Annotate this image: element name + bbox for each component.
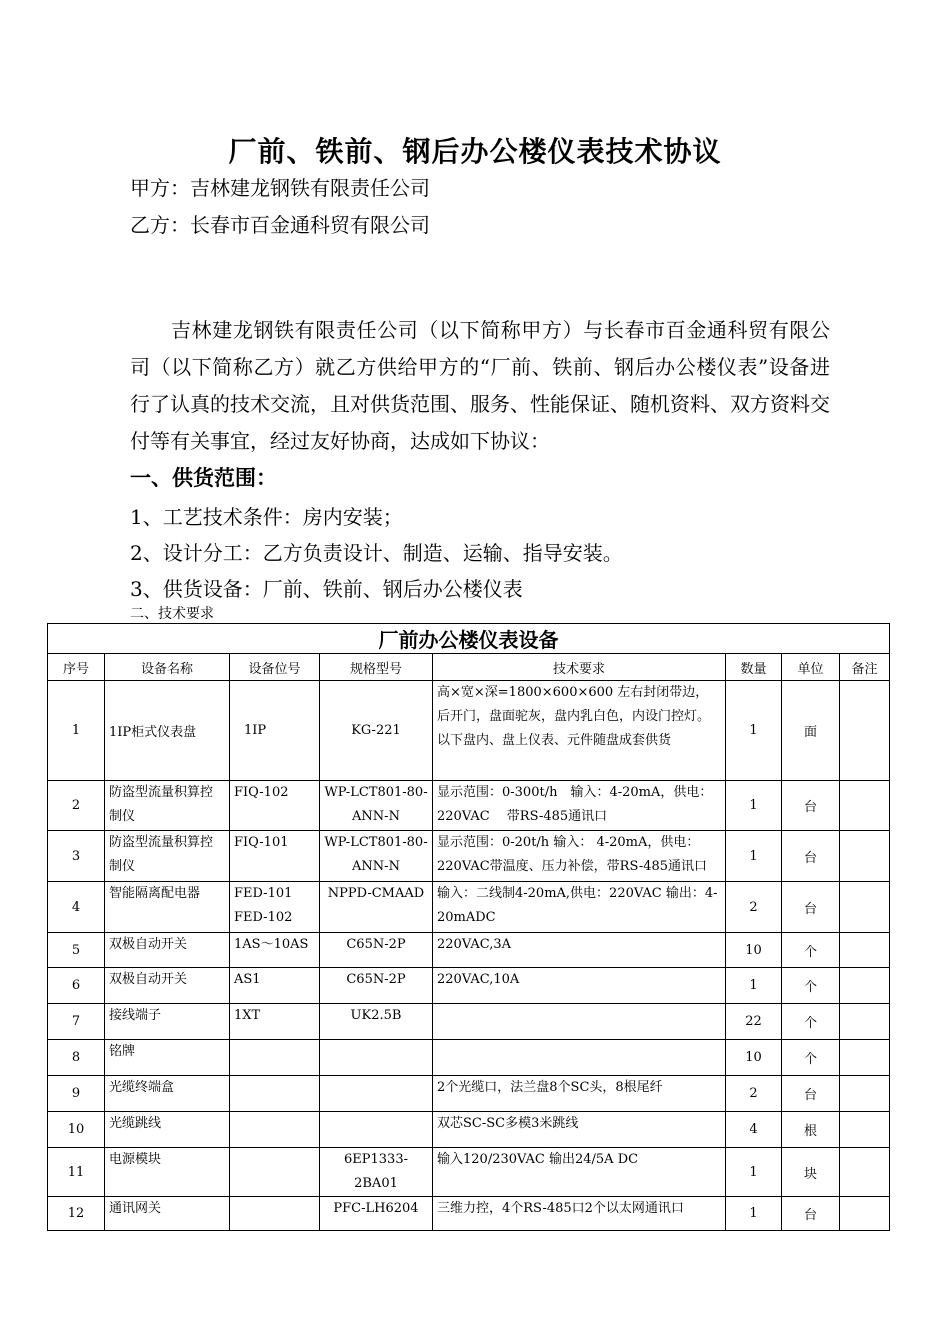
table-row — [48, 1112, 890, 1148]
intro-paragraph: 吉林建龙钢铁有限责任公司（以下简称甲方）与长春市百金通科贸有限公司（以下简称乙方）就乙方供给甲方的“厂前、铁前、钢后办公楼仪表”设备进行了认真的技术交流，且对供货范围、服务、性能保证、随机资料、双方资料交付等有关事宜，经过友好协商，达成如下协议： — [130, 318, 830, 453]
cell-qty: 1 — [726, 1148, 782, 1197]
table-caption: 厂前办公楼仪表设备 — [48, 624, 890, 654]
table-row — [48, 681, 890, 781]
cell-unit: 个 — [782, 968, 840, 1004]
cell-tag: AS1 — [230, 968, 320, 1004]
cell-note — [840, 681, 890, 781]
cell-tag: 1IP — [230, 681, 320, 781]
table-row — [48, 831, 890, 882]
cell-note — [840, 1148, 890, 1197]
cell-unit: 面 — [782, 681, 840, 781]
cell-tech: 高×宽×深=1800×600×600 左右封闭带边，后开门，盘面驼灰，盘内乳白色，内设门控灯。以下盘内、盘上仪表、元件随盘成套供货 — [433, 681, 726, 781]
cell-unit: 台 — [782, 1197, 840, 1231]
cell-model: WP-LCT801-80-ANN-N — [320, 781, 433, 831]
cell-tag: 1XT — [230, 1004, 320, 1040]
cell-no: 11 — [48, 1148, 105, 1197]
table-row — [48, 933, 890, 968]
cell-tech: 双芯SC-SC多模3米跳线 — [433, 1112, 726, 1148]
cell-note — [840, 1004, 890, 1040]
cell-note — [840, 968, 890, 1004]
cell-qty: 1 — [726, 968, 782, 1004]
cell-tech — [433, 1040, 726, 1076]
cell-unit: 根 — [782, 1112, 840, 1148]
cell-model: C65N-2P — [320, 933, 433, 968]
cell-qty: 10 — [726, 1040, 782, 1076]
cell-tag — [230, 1148, 320, 1197]
cell-no: 8 — [48, 1040, 105, 1076]
cell-no: 9 — [48, 1076, 105, 1112]
cell-note — [840, 781, 890, 831]
cell-tag: FED-101 FED-102 — [230, 882, 320, 933]
cell-model — [320, 1040, 433, 1076]
list-item: 1、工艺技术条件：房内安装； — [130, 505, 403, 529]
cell-tag: FIQ-101 — [230, 831, 320, 882]
cell-unit: 块 — [782, 1148, 840, 1197]
cell-no: 4 — [48, 882, 105, 933]
cell-tech: 220VAC,3A — [433, 933, 726, 968]
cell-no: 6 — [48, 968, 105, 1004]
cell-model: NPPD-CMAAD — [320, 882, 433, 933]
table-row — [48, 1040, 890, 1076]
cell-note — [840, 1197, 890, 1231]
cell-name: 双极自动开关 — [105, 933, 230, 968]
cell-tag: 1AS～10AS — [230, 933, 320, 968]
cell-note — [840, 1112, 890, 1148]
cell-unit: 台 — [782, 1076, 840, 1112]
table-row — [48, 882, 890, 933]
table-header-row — [48, 654, 890, 681]
equipment-table — [47, 623, 890, 1231]
cell-qty: 1 — [726, 831, 782, 882]
list-item: 2、设计分工：乙方负责设计、制造、运输、指导安装。 — [130, 541, 623, 565]
cell-unit: 台 — [782, 781, 840, 831]
cell-tag — [230, 1197, 320, 1231]
cell-name: 通讯网关 — [105, 1197, 230, 1231]
cell-no: 10 — [48, 1112, 105, 1148]
cell-name: 接线端子 — [105, 1004, 230, 1040]
cell-name: 智能隔离配电器 — [105, 882, 230, 933]
cell-tech: 三维力控，4个RS-485口2个以太网通讯口 — [433, 1197, 726, 1231]
cell-no: 2 — [48, 781, 105, 831]
section-tech-requirements: 二、技术要求 — [130, 606, 214, 622]
cell-tech — [433, 1004, 726, 1040]
cell-name: 1IP柜式仪表盘 — [105, 681, 230, 781]
cell-note — [840, 1076, 890, 1112]
cell-unit: 个 — [782, 933, 840, 968]
cell-qty: 2 — [726, 1076, 782, 1112]
column-header: 技术要求 — [433, 654, 726, 681]
column-header: 设备名称 — [105, 654, 230, 681]
column-header: 设备位号 — [230, 654, 320, 681]
table-row — [48, 1197, 890, 1231]
cell-unit: 台 — [782, 831, 840, 882]
cell-model: KG-221 — [320, 681, 433, 781]
column-header: 规格型号 — [320, 654, 433, 681]
party-b: 乙方：长春市百金通科贸有限公司 — [130, 213, 430, 237]
cell-tech: 输入120/230VAC 输出24/5A DC — [433, 1148, 726, 1197]
cell-tag — [230, 1112, 320, 1148]
cell-qty: 1 — [726, 681, 782, 781]
column-header: 备注 — [840, 654, 890, 681]
cell-qty: 1 — [726, 1197, 782, 1231]
cell-model: 6EP1333-2BA01 — [320, 1148, 433, 1197]
cell-qty: 1 — [726, 781, 782, 831]
cell-model — [320, 1112, 433, 1148]
cell-no: 7 — [48, 1004, 105, 1040]
cell-name: 防盗型流量积算控制仪 — [105, 781, 230, 831]
section-supply-scope: 一、供货范围： — [130, 465, 277, 490]
cell-qty: 2 — [726, 882, 782, 933]
cell-tech: 220VAC,10A — [433, 968, 726, 1004]
cell-model: UK2.5B — [320, 1004, 433, 1040]
cell-name: 光缆终端盒 — [105, 1076, 230, 1112]
table-row — [48, 781, 890, 831]
cell-tech: 2个光缆口，法兰盘8个SC头，8根尾纤 — [433, 1076, 726, 1112]
cell-name: 铭牌 — [105, 1040, 230, 1076]
cell-tag — [230, 1076, 320, 1112]
cell-no: 1 — [48, 681, 105, 781]
list-item: 3、供货设备：厂前、铁前、钢后办公楼仪表 — [130, 577, 523, 601]
cell-name: 电源模块 — [105, 1148, 230, 1197]
cell-model — [320, 1076, 433, 1112]
cell-tech: 显示范围：0-20t/h 输入： 4-20mA，供电：220VAC带温度、压力补偿，带RS-485通讯口 — [433, 831, 726, 882]
cell-qty: 4 — [726, 1112, 782, 1148]
cell-note — [840, 882, 890, 933]
column-header: 数量 — [726, 654, 782, 681]
cell-unit: 台 — [782, 882, 840, 933]
cell-note — [840, 933, 890, 968]
cell-name: 光缆跳线 — [105, 1112, 230, 1148]
cell-tag — [230, 1040, 320, 1076]
cell-model: C65N-2P — [320, 968, 433, 1004]
cell-name: 防盗型流量积算控制仪 — [105, 831, 230, 882]
cell-tech: 输入：二线制4-20mA,供电：220VAC 输出：4-20mADC — [433, 882, 726, 933]
table-row — [48, 1076, 890, 1112]
cell-no: 5 — [48, 933, 105, 968]
cell-unit: 个 — [782, 1040, 840, 1076]
cell-tag: FIQ-102 — [230, 781, 320, 831]
party-a: 甲方：吉林建龙钢铁有限责任公司 — [130, 176, 430, 200]
cell-note — [840, 1040, 890, 1076]
cell-model: WP-LCT801-80-ANN-N — [320, 831, 433, 882]
cell-model: PFC-LH6204 — [320, 1197, 433, 1231]
cell-no: 12 — [48, 1197, 105, 1231]
cell-note — [840, 831, 890, 882]
cell-tech: 显示范围：0-300t/h 输入：4-20mA，供电：220VAC 带RS-485通讯口 — [433, 781, 726, 831]
table-row — [48, 968, 890, 1004]
column-header: 序号 — [48, 654, 105, 681]
column-header: 单位 — [782, 654, 840, 681]
table-row — [48, 1148, 890, 1197]
table-row — [48, 1004, 890, 1040]
cell-no: 3 — [48, 831, 105, 882]
cell-name: 双极自动开关 — [105, 968, 230, 1004]
document-title: 厂前、铁前、钢后办公楼仪表技术协议 — [228, 135, 722, 168]
cell-unit: 个 — [782, 1004, 840, 1040]
cell-qty: 22 — [726, 1004, 782, 1040]
cell-qty: 10 — [726, 933, 782, 968]
